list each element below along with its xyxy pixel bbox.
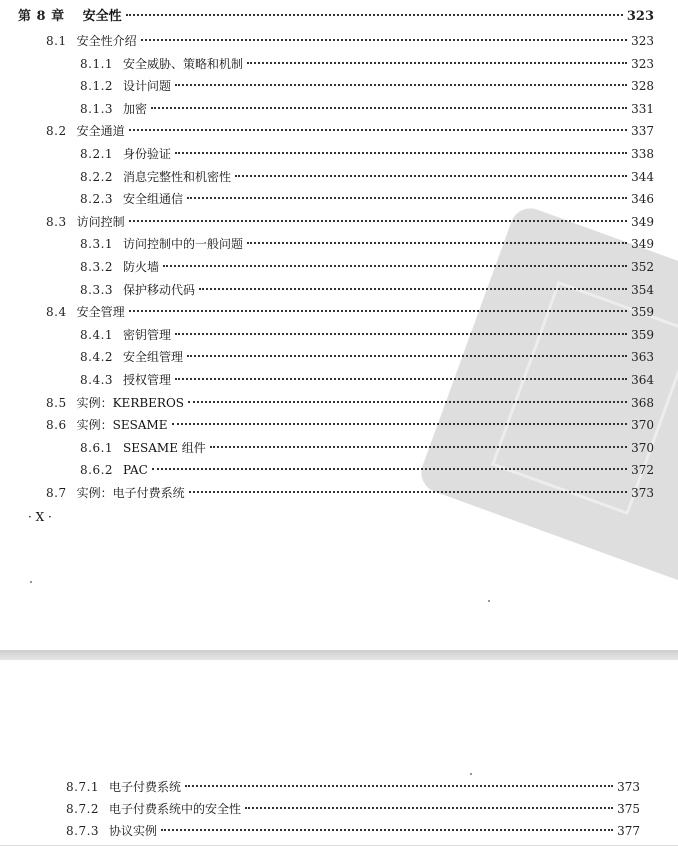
entry-title: 身份验证 <box>123 147 172 161</box>
toc-entry-row[interactable] <box>46 121 654 141</box>
dot-leader <box>126 14 623 16</box>
toc-entry-row[interactable] <box>66 799 640 819</box>
toc-entry-row[interactable] <box>80 370 654 390</box>
toc-entry-row[interactable] <box>66 821 640 841</box>
entry-page-number: 372 <box>631 463 654 478</box>
entry-number: 8.3.3 <box>80 282 114 297</box>
dot-leader <box>187 355 627 357</box>
page-bottom-edge <box>0 845 678 846</box>
dot-leader <box>175 152 627 154</box>
toc-entry-row[interactable] <box>80 234 654 254</box>
entry-page-number: 323 <box>631 34 654 48</box>
entry-page-number: 373 <box>631 486 654 500</box>
dot-leader <box>247 62 627 64</box>
entry-number: 8.1.2 <box>80 79 114 94</box>
toc-entry-row[interactable] <box>80 167 654 187</box>
dot-leader <box>188 401 627 403</box>
entry-page-number: 349 <box>631 237 654 252</box>
page-folio: · Ⅹ · <box>28 510 52 524</box>
entry-number: 8.7 <box>46 486 67 500</box>
dot-leader <box>161 829 613 831</box>
dot-leader <box>187 197 627 199</box>
entry-number: 8.2.3 <box>80 192 114 207</box>
entry-title: 设计问题 <box>123 79 172 94</box>
entry-title: 安全威胁、策略和机制 <box>123 56 244 71</box>
dot-leader <box>245 807 613 809</box>
scan-speck <box>488 600 490 602</box>
entry-page-number: 337 <box>631 124 654 139</box>
entry-number: 8.3 <box>46 214 67 229</box>
entry-number: 8.1.1 <box>80 56 114 71</box>
entry-title: 授权管理 <box>123 373 172 387</box>
dot-leader <box>210 446 627 448</box>
chapter-title: 安全性 <box>82 9 122 24</box>
entry-number: 8.4.2 <box>80 350 114 365</box>
toc-entry-row[interactable] <box>80 99 654 119</box>
dot-leader <box>247 242 627 244</box>
entry-number: 8.4.3 <box>80 373 114 387</box>
entry-title: 访问控制 <box>76 214 125 229</box>
entry-page-number: 354 <box>631 282 654 297</box>
entry-number: 8.7.1 <box>66 780 100 794</box>
entry-number: 8.1.3 <box>80 101 114 116</box>
entry-page-number: 344 <box>631 169 654 184</box>
entry-title: 加密 <box>123 101 148 116</box>
dot-leader <box>175 84 627 86</box>
entry-title: 安全通道 <box>76 124 125 139</box>
dot-leader <box>175 333 627 335</box>
entry-title: 安全性介绍 <box>76 34 137 48</box>
entry-page-number: 377 <box>617 824 640 838</box>
dot-leader <box>235 175 627 177</box>
entry-number: 8.2.2 <box>80 169 114 184</box>
toc-entry-row[interactable] <box>80 189 654 209</box>
entry-page-number: 375 <box>617 802 640 816</box>
entry-title: PAC <box>123 463 148 478</box>
entry-title: 保护移动代码 <box>123 282 196 297</box>
entry-title: 实例：电子付费系统 <box>76 486 185 500</box>
entry-page-number: 359 <box>631 305 654 320</box>
entry-title: 密钥管理 <box>123 327 172 342</box>
dot-leader <box>152 468 627 470</box>
dot-leader <box>189 491 627 493</box>
entry-page-number: 349 <box>631 214 654 229</box>
entry-number: 8.2.1 <box>80 147 114 161</box>
toc-entry-row[interactable] <box>80 54 654 74</box>
entry-title: 安全组通信 <box>123 192 184 207</box>
dot-leader <box>129 310 627 312</box>
entry-number: 8.6.1 <box>80 440 114 455</box>
entry-page-number: 346 <box>631 192 654 207</box>
entry-page-number: 368 <box>631 395 654 410</box>
toc-entry-row[interactable] <box>46 31 654 51</box>
entry-title: 安全管理 <box>76 305 125 320</box>
entry-number: 8.3.1 <box>80 237 114 252</box>
toc-entry-row[interactable] <box>80 144 654 164</box>
entry-title: 实例：KERBEROS <box>76 395 185 410</box>
entry-title: 实例：SESAME <box>76 418 168 433</box>
entry-page-number: 370 <box>631 418 654 433</box>
entry-title: 协议实例 <box>109 824 158 838</box>
scan-speck <box>30 581 32 583</box>
entry-page-number: 370 <box>631 440 654 455</box>
entry-title: 防火墙 <box>123 260 160 274</box>
entry-number: 8.7.3 <box>66 824 100 838</box>
toc-entry-row[interactable] <box>46 212 654 232</box>
entry-number: 8.6 <box>46 418 67 433</box>
entry-number: 8.1 <box>46 34 67 48</box>
entry-number: 8.5 <box>46 395 67 410</box>
toc-entry-row[interactable] <box>66 777 640 797</box>
dot-leader <box>151 107 627 109</box>
entry-page-number: 359 <box>631 327 654 342</box>
toc-entry-row[interactable] <box>80 347 654 367</box>
entry-title: 电子付费系统 <box>109 780 182 794</box>
entry-page-number: 373 <box>617 780 640 794</box>
toc-entry-row[interactable] <box>46 302 654 322</box>
dot-leader <box>129 129 627 131</box>
entry-number: 8.4.1 <box>80 327 114 342</box>
toc-entry-row[interactable] <box>46 393 654 413</box>
toc-chapter-row[interactable] <box>18 7 654 27</box>
entry-page-number: 352 <box>631 260 654 274</box>
dot-leader <box>163 265 627 267</box>
page-separator <box>0 650 678 660</box>
dot-leader <box>175 378 627 380</box>
entry-title: 电子付费系统中的安全性 <box>109 802 242 816</box>
entry-page-number: 331 <box>631 101 654 116</box>
dot-leader <box>172 423 628 425</box>
scan-speck <box>470 773 472 775</box>
dot-leader <box>199 288 627 290</box>
entry-number: 8.3.2 <box>80 260 114 274</box>
entry-number: 8.7.2 <box>66 802 100 816</box>
entry-title: SESAME 组件 <box>123 440 206 455</box>
entry-page-number: 323 <box>631 56 654 71</box>
toc-entry-row[interactable] <box>80 257 654 277</box>
entry-title: 访问控制中的一般问题 <box>123 237 244 252</box>
toc-entry-row[interactable] <box>46 483 654 503</box>
toc-entry-row[interactable] <box>80 280 654 300</box>
toc-page-2 <box>0 660 678 848</box>
entry-page-number: 363 <box>631 350 654 365</box>
entry-page-number: 364 <box>631 373 654 387</box>
entry-page-number: 328 <box>631 79 654 94</box>
entry-page-number: 338 <box>631 147 654 161</box>
entry-number: 8.4 <box>46 305 67 320</box>
entry-title: 消息完整性和机密性 <box>123 169 232 184</box>
dot-leader <box>141 39 627 41</box>
entry-number: 8.6.2 <box>80 463 114 478</box>
toc-entry-row[interactable] <box>80 438 654 458</box>
dot-leader <box>185 785 613 787</box>
chapter-number: 第 8 章 <box>18 9 65 24</box>
chapter-page-number: 323 <box>626 9 654 24</box>
toc-entry-row[interactable] <box>80 76 654 96</box>
dot-leader <box>129 220 627 222</box>
toc-entry-row[interactable] <box>80 460 654 480</box>
entry-title: 安全组管理 <box>123 350 184 365</box>
entry-number: 8.2 <box>46 124 67 139</box>
toc-entry-row[interactable] <box>46 415 654 435</box>
toc-entry-row[interactable] <box>80 325 654 345</box>
